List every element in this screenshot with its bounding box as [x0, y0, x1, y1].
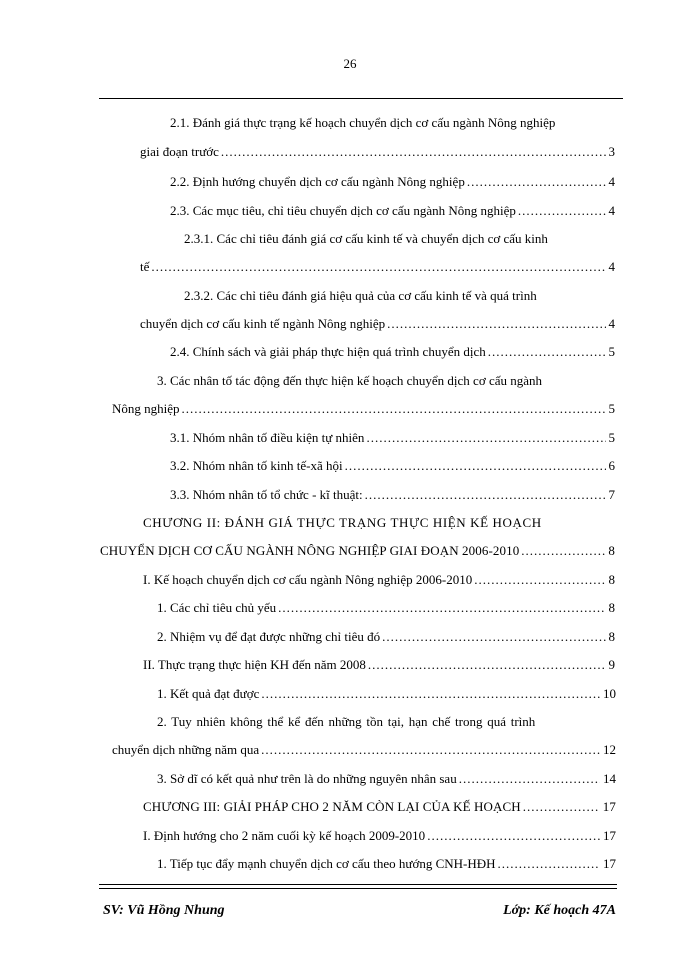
toc-entry-II-2-line1: 2. Tuy nhiên không thể kể đến những tồn tại, hạn chế trong quá trình: [157, 714, 536, 729]
header-rule: [99, 98, 623, 99]
toc-entry-2-1-line1: 2.1. Đánh giá thực trạng kế hoạch chuyển dịch cơ cấu ngành Nông nghiệp: [170, 115, 556, 130]
toc-entry-2-3-1-line2[interactable]: tế ..... 4: [140, 259, 615, 275]
toc-entry-2-3-2-line2[interactable]: chuyển dịch cơ cấu kinh tế ngành Nông nghiệp ..... 4: [140, 316, 615, 332]
toc-chapter-3[interactable]: CHƯƠNG III: GIẢI PHÁP CHO 2 NĂM CÒN LẠI CỦA KẾ HOẠCH ..... 17: [143, 799, 616, 815]
toc-entry-3-line2[interactable]: Nông nghiệp ..... 5: [112, 401, 615, 417]
toc-entry-II-2-line2[interactable]: chuyển dịch những năm qua ..... 12: [112, 742, 616, 758]
toc-entry-I-1[interactable]: 1. Các chỉ tiêu chủ yếu ..... 8: [157, 600, 615, 616]
toc-entry-2-1-line2[interactable]: giai đoạn trước ..... 3: [140, 144, 615, 160]
toc-entry-II-3[interactable]: 3. Sở dĩ có kết quả như trên là do những nguyên nhân sau ..... 14: [157, 771, 616, 787]
toc-entry-2-3[interactable]: 2.3. Các mục tiêu, chỉ tiêu chuyển dịch cơ cấu ngành Nông nghiệp ..... 4: [170, 203, 615, 219]
toc-entry-I[interactable]: I. Kế hoạch chuyển dịch cơ cấu ngành Nông nghiệp 2006-2010 ..... 8: [143, 572, 615, 588]
page-number: 26: [343, 56, 357, 71]
toc-chapter-2-line2[interactable]: CHUYỂN DỊCH CƠ CẤU NGÀNH NÔNG NGHIỆP GIAI ĐOẠN 2006-2010 ..... 8: [100, 543, 615, 559]
toc-entry-2-2[interactable]: 2.2. Định hướng chuyển dịch cơ cấu ngành Nông nghiệp ..... 4: [170, 174, 615, 190]
footer-rule-top: [99, 884, 617, 885]
toc-chapter-2-line1: CHƯƠNG II: ĐÁNH GIÁ THỰC TRẠNG THỰC HIỆN KẾ HOẠCH: [143, 515, 542, 530]
toc-entry-2-3-1-line1: 2.3.1. Các chỉ tiêu đánh giá cơ cấu kinh tế và chuyển dịch cơ cấu kinh: [184, 231, 548, 246]
footer-student: SV: Vũ Hồng Nhung: [103, 903, 225, 918]
toc-entry-3-line1: 3. Các nhân tố tác động đến thực hiện kế hoạch chuyển dịch cơ cấu ngành: [157, 373, 543, 388]
toc-entry-3-3[interactable]: 3.3. Nhóm nhân tố tổ chức - kĩ thuật: ..... 7: [170, 487, 615, 503]
toc-entry-II[interactable]: II. Thực trạng thực hiện KH đến năm 2008 ..... 9: [143, 657, 615, 673]
toc-entry-3-1[interactable]: 3.1. Nhóm nhân tố điều kiện tự nhiên ..... 5: [170, 430, 615, 446]
toc-entry-II-1[interactable]: 1. Kết quả đạt được ..... 10: [157, 686, 616, 702]
toc-entry-2-4[interactable]: 2.4. Chính sách và giải pháp thực hiện quá trình chuyển dịch ..... 5: [170, 344, 615, 360]
footer-class: Lớp: Kế hoạch 47A: [503, 903, 616, 918]
toc-entry-III-I-1[interactable]: 1. Tiếp tục đẩy mạnh chuyển dịch cơ cấu theo hướng CNH-HĐH ..... 17: [157, 856, 616, 872]
toc-entry-3-2[interactable]: 3.2. Nhóm nhân tố kinh tế-xã hội ..... 6: [170, 458, 615, 474]
toc-entry-2-3-2-line1: 2.3.2. Các chỉ tiêu đánh giá hiệu quả của cơ cấu kinh tế và quá trình: [184, 288, 537, 303]
toc-entry-I-2[interactable]: 2. Nhiệm vụ để đạt được những chỉ tiêu đó ..... 8: [157, 629, 615, 645]
footer-rule-bottom: [99, 888, 617, 889]
toc-entry-III-I[interactable]: I. Định hướng cho 2 năm cuối kỳ kế hoạch 2009-2010 ..... 17: [143, 828, 616, 844]
